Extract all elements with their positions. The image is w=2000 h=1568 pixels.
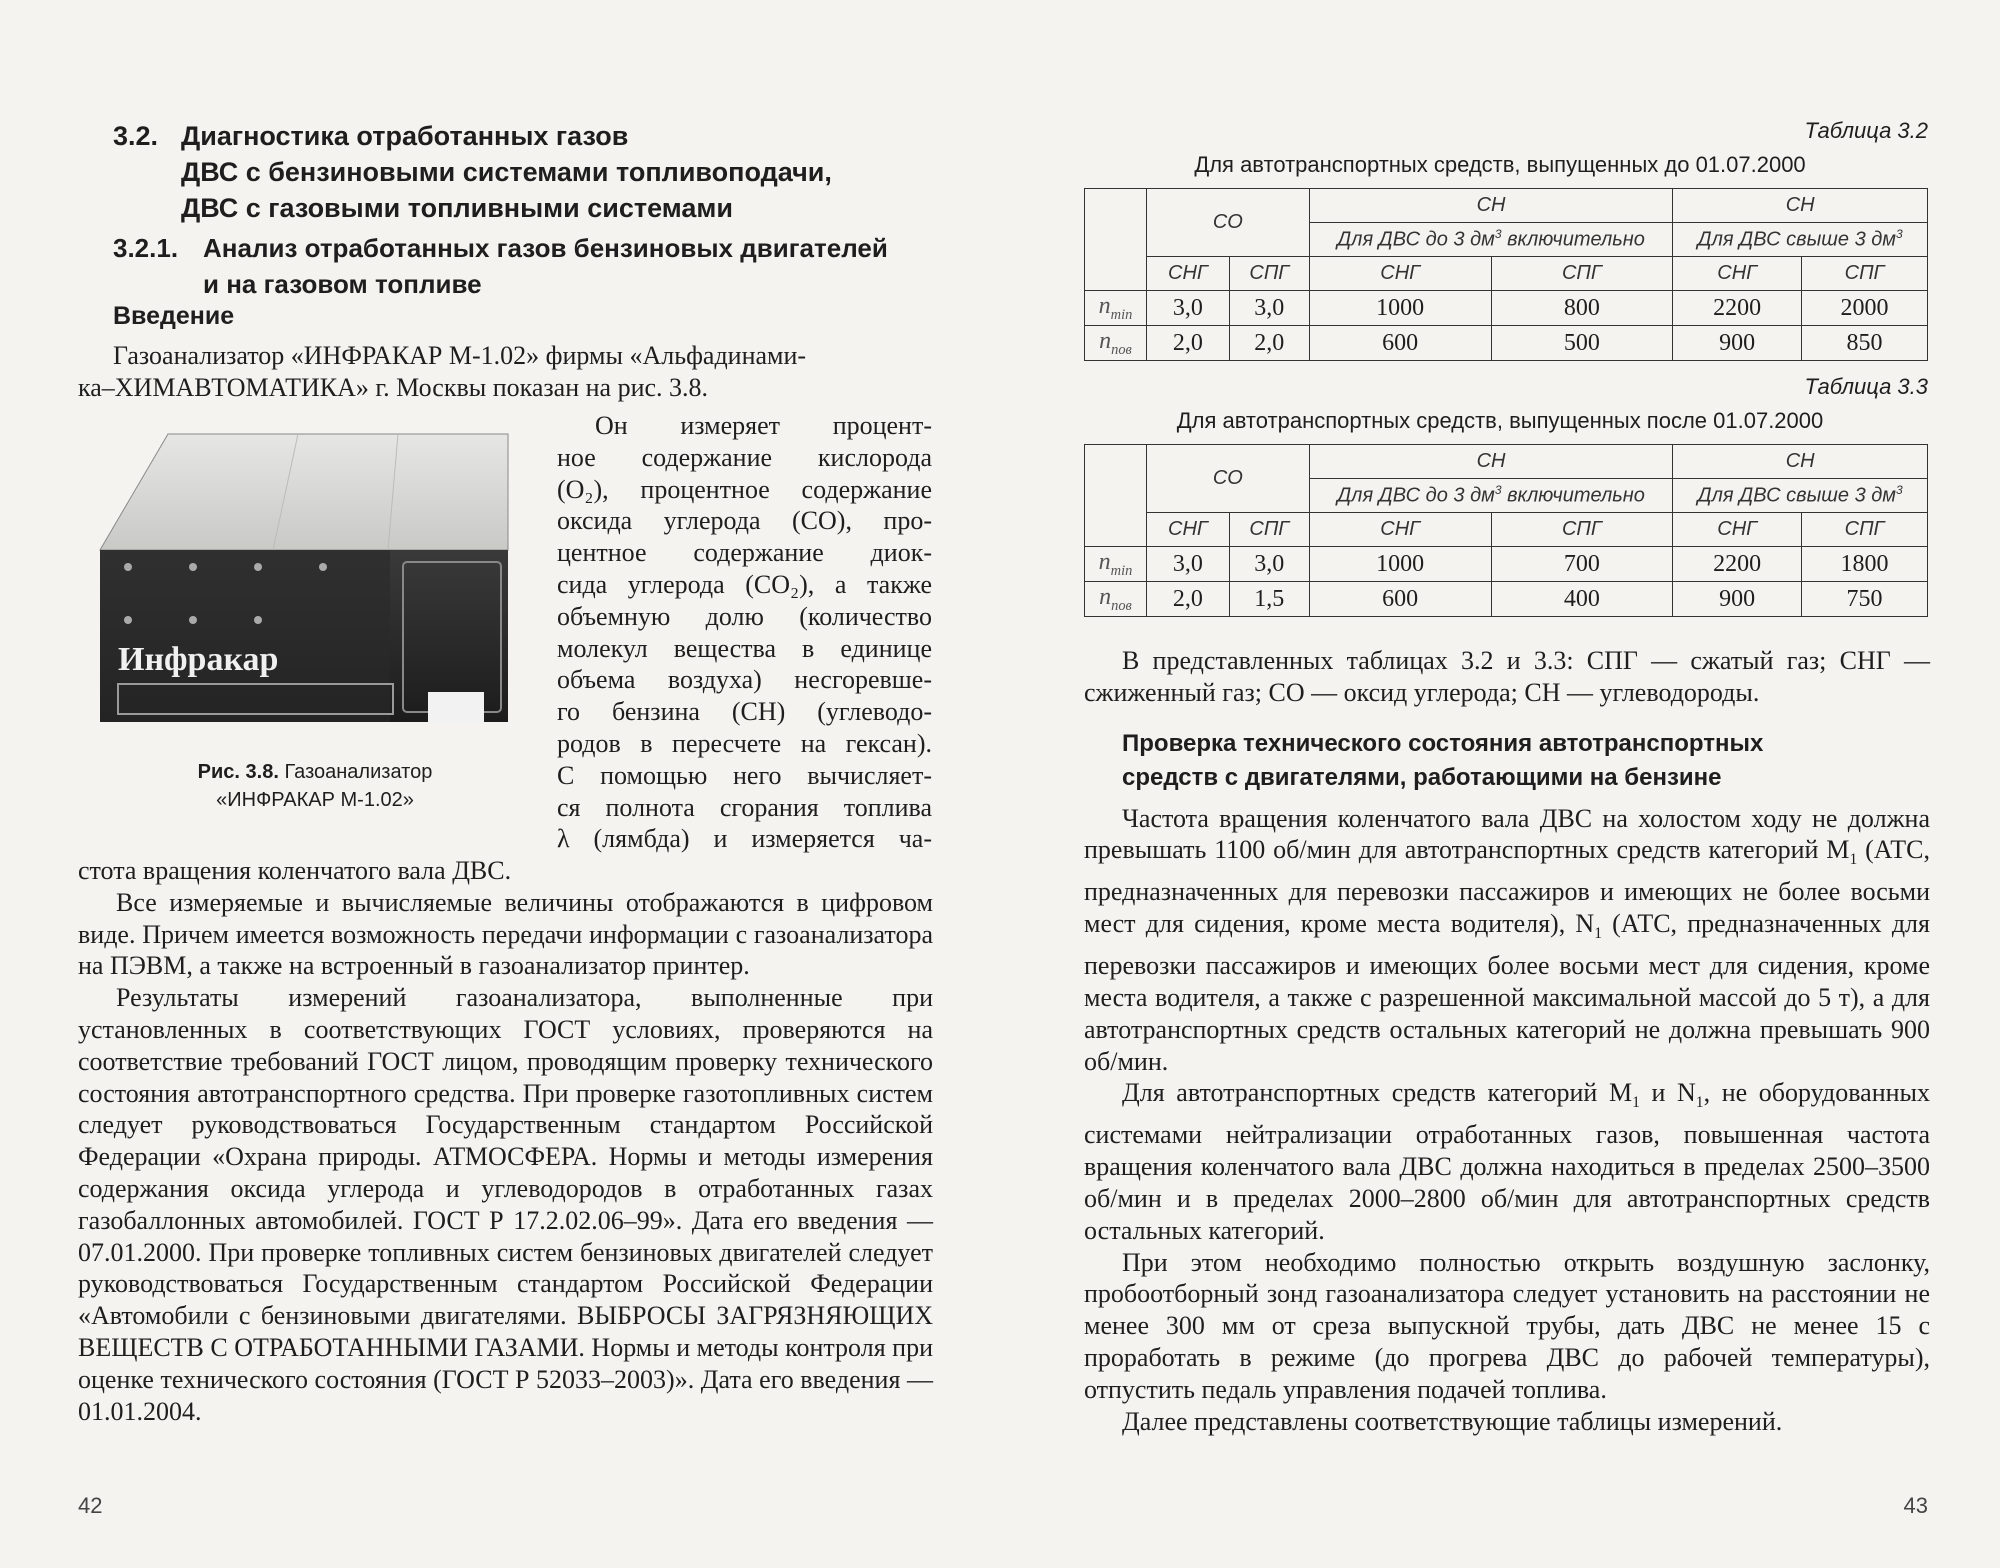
wrap-line: λ (лямбда) и измеряется ча-	[557, 824, 932, 854]
para1-line: Газоанализатор «ИНФРАКАР М-1.02» фирмы «Альфадинами-	[113, 341, 807, 370]
row-label	[1085, 547, 1147, 582]
table-cell: 1000	[1309, 291, 1491, 326]
table-cell: 2,0	[1146, 582, 1229, 617]
text-run: (АТС, предназначенных для перевозки пассажиров и имеющих не более восьми мест для сидения, кроме места водителя), N	[1084, 835, 1930, 939]
left-main-text	[78, 855, 933, 1427]
table-cell: 800	[1491, 291, 1673, 326]
row-label-sub: пов	[1111, 341, 1132, 358]
fuel-cell: СНГ	[1673, 257, 1802, 291]
wrap-line: ное содержание кислорода	[557, 442, 932, 472]
subscript: 1	[1849, 851, 1858, 869]
header-engine-large-text: Для ДВС свыше 3 дм	[1697, 228, 1897, 251]
header-sup: 3	[1494, 227, 1502, 242]
para-gost: Результаты измерений газоанализатора, выполненные при установленных в соответствующих ГОСТ условиях, проверяются на соответствие требований ГОСТ лицом, проводящим проверку технического состояния автотранспортного средства. При проверке газотопливных систем следует руководствоваться Государственным стандартом Российской Федерации «Охрана природы. АТМОСФЕРА. Нормы и методы измерения содержания оксида углерода и углеводородов в отработанных газах газобаллонных автомобилей. ГОСТ Р 17.2.02.06–99». Дата его введения — 07.01.2000. При проверке топливных систем бензиновых двигателей следует руководствоваться Государственным стандартом Российской Федерации «Автомобили с бензиновыми двигателями. ВЫБРОСЫ ЗАГРЯЗНЯЮЩИХ ВЕЩЕСТВ С ОТРАБОТАННЫМИ ГАЗАМИ. Нормы и методы контроля при оценке технического состояния (ГОСТ Р 52033–2003)». Дата его введения — 01.01.2004.	[78, 983, 933, 1426]
wrap-line: ся полнота сгорания топлива	[557, 792, 932, 822]
page-number-right: 43	[1903, 1493, 1928, 1518]
right-page	[1000, 0, 2000, 1568]
table-fuel-row	[1085, 513, 1928, 547]
page-number-left: 42	[78, 1493, 103, 1518]
table-row	[1085, 326, 1928, 361]
wrap-line: сида углерода (CO₂), а также	[557, 569, 932, 599]
wrap-line: оксида углерода (CO), про-	[557, 506, 932, 536]
text-run: и N	[1639, 1078, 1696, 1108]
check-heading-line: средств с двигателями, работающими на бензине	[1122, 763, 1722, 791]
table-header-row	[1085, 445, 1928, 479]
right-main-text	[1084, 645, 1930, 1437]
intro-heading: Введение	[113, 302, 235, 330]
header-engine-small-text: Для ДВС до 3 дм	[1337, 484, 1495, 507]
wrap-line: молекул вещества в единице	[557, 633, 932, 663]
check-heading	[1122, 727, 1930, 795]
wrap-line: С помощью него вычисляет-	[557, 760, 932, 790]
after-wrap-line: стота вращения коленчатого вала ДВС.	[78, 856, 512, 885]
fuel-cell: СНГ	[1309, 513, 1491, 547]
table-cell: 700	[1491, 547, 1673, 582]
figure-caption-label: Рис. 3.8.	[197, 761, 279, 783]
fuel-cell: СНГ	[1309, 257, 1491, 291]
wrap-line: родов в пересчете на гексан).	[557, 728, 932, 758]
header-sup: 3	[1494, 483, 1502, 498]
fuel-cell: СПГ	[1802, 257, 1928, 291]
wrap-line: го бензина (CH) (углеводо-	[557, 697, 932, 727]
fuel-cell: СПГ	[1491, 257, 1673, 291]
wrap-line: Он измеряет процент-	[595, 411, 932, 440]
table-caption: Таблица 3.3	[1804, 374, 1928, 399]
figure-caption-text: Газоанализатор	[284, 761, 433, 783]
header-engine-small-tail: включительно	[1507, 484, 1645, 507]
row-label	[1085, 291, 1147, 326]
fuel-cell: СПГ	[1229, 257, 1309, 291]
table-cell: 2200	[1673, 547, 1802, 582]
para-high-speed	[1084, 1077, 1930, 1246]
subsection-title-line: и на газовом топливе	[203, 269, 482, 299]
table-cell: 400	[1491, 582, 1673, 617]
row-label	[1085, 326, 1147, 361]
header-engine-small	[1309, 479, 1673, 513]
section-title-line: Диагностика отработанных газов	[181, 121, 629, 151]
para-procedure: При этом необходимо полностью открыть воздушную заслонку, пробоотборный зонд газоанализатора следует установить на расстоянии не менее 300 мм от среза выпускной трубы, дать ДВС не менее 15 с проработать в режиме (до прогрева ДВС до рабочей температуры), отпустить педаль управления подачей топлива.	[1084, 1247, 1930, 1404]
header-ch: CH	[1673, 445, 1928, 479]
table-corner-cell	[1085, 445, 1147, 547]
subsection-heading	[113, 230, 943, 302]
table-header-row	[1085, 189, 1928, 223]
header-engine-large-text: Для ДВС свыше 3 дм	[1697, 484, 1897, 507]
emission-table-3-3	[1084, 444, 1928, 617]
fuel-cell: СНГ	[1146, 257, 1229, 291]
table-cell: 2000	[1802, 291, 1928, 326]
wrap-line: объема воздуха) несгоревше-	[557, 665, 932, 695]
para1	[78, 340, 933, 404]
wrap-line: объемную долю (количество	[557, 601, 932, 631]
para-idle-speed	[1084, 803, 1930, 1078]
header-sup: 3	[1896, 227, 1903, 242]
subsection-title-line: Анализ отработанных газов бензиновых двигателей	[203, 233, 888, 263]
table-title: Для автотранспортных средств, выпущенных до 01.07.2000	[1194, 152, 1806, 177]
section-heading	[113, 118, 933, 226]
text-run: Частота вращения коленчатого вала ДВС на холостом ходу не должна превышать 1100 об/мин для автотранспортных средств категорий M	[1084, 803, 1930, 865]
gas-analyzer-image	[98, 430, 510, 732]
row-label	[1085, 582, 1147, 617]
section-title-line: ДВС с бензиновыми системами топливоподачи,	[181, 157, 832, 187]
subsection-number: 3.2.1.	[113, 233, 179, 263]
header-sup: 3	[1896, 483, 1903, 498]
gas-analyzer-figure	[98, 430, 510, 732]
figure-caption-line2: «ИНФРАКАР М-1.02»	[216, 789, 414, 811]
table-cell: 500	[1491, 326, 1673, 361]
table-title: Для автотранспортных средств, выпущенных после 01.07.2000	[1176, 408, 1824, 433]
table-cell: 750	[1802, 582, 1928, 617]
para1-line: ка–ХИМАВТОМАТИКА» г. Москвы показан на рис. 3.8.	[78, 372, 709, 402]
header-engine-large	[1673, 223, 1928, 257]
table-cell: 3,0	[1146, 547, 1229, 582]
fuel-cell: СНГ	[1146, 513, 1229, 547]
fuel-cell: СПГ	[1491, 513, 1673, 547]
table-cell: 600	[1309, 326, 1491, 361]
text-run: Для автотранспортных средств категорий M	[1122, 1078, 1633, 1108]
table-row	[1085, 291, 1928, 326]
row-label-main: n	[1098, 548, 1111, 575]
fuel-cell: СПГ	[1229, 513, 1309, 547]
table-cell: 600	[1309, 582, 1491, 617]
header-ch: CH	[1309, 189, 1673, 223]
header-ch: CH	[1673, 189, 1928, 223]
header-engine-small	[1309, 223, 1673, 257]
device-brand-label: Инфракар	[118, 641, 279, 678]
table-corner-cell	[1085, 189, 1147, 291]
table-caption: Таблица 3.2	[1804, 118, 1928, 143]
row-label-main: n	[1099, 583, 1112, 610]
row-label-main: n	[1098, 292, 1111, 319]
table-fuel-row	[1085, 257, 1928, 291]
fuel-cell: СНГ	[1673, 513, 1802, 547]
table-cell: 1000	[1309, 547, 1491, 582]
wrap-line: (O₂), процентное содержание	[557, 474, 932, 504]
header-engine-small-tail: включительно	[1507, 228, 1645, 251]
row-label-sub: min	[1110, 306, 1133, 323]
text-run: , не оборудованных системами нейтрализации отработанных газов, повышенная частота вращения коленчатого вала ДВС должна находиться в пределах 2500–3500 об/мин и в пределах 2000–2800 об/мин для автотранспортных средств остальных категорий.	[1084, 1078, 1930, 1245]
header-co: CO	[1146, 445, 1309, 513]
figure-caption	[150, 758, 480, 814]
emission-table-3-2	[1084, 188, 1928, 361]
text-run: (АТС, предназначенных для перевозки пассажиров и имеющих более восьми мест для сидения, кроме места водителя, а также с разрешенной максимальной массой до 5 т), а для автотранспортных средств остальных категорий не должна превышать 900 об/мин.	[1084, 909, 1930, 1076]
wrap-text	[557, 410, 932, 855]
subscript: 1	[1632, 1094, 1640, 1112]
para-digital: Все измеряемые и вычисляемые величины отображаются в цифровом виде. Причем имеется возможность передачи информации с газоанализатора на ПЭВМ, а также на встроенный в газоанализатор принтер.	[78, 887, 933, 981]
subscript: 1	[1594, 925, 1602, 943]
table-cell: 2,0	[1146, 326, 1229, 361]
table-row	[1085, 582, 1928, 617]
header-co: CO	[1146, 189, 1309, 257]
section-number: 3.2.	[113, 121, 159, 151]
header-ch: CH	[1309, 445, 1673, 479]
para-tables-intro: Далее представлены соответствующие таблицы измерений.	[1122, 1406, 1783, 1436]
header-engine-small-text: Для ДВС до 3 дм	[1337, 228, 1495, 251]
subscript: 1	[1695, 1094, 1704, 1112]
fuel-cell: СПГ	[1802, 513, 1928, 547]
row-label-main: n	[1099, 327, 1112, 354]
table-note: В представленных таблицах 3.2 и 3.3: СПГ — сжатый газ; СНГ — сжиженный газ; CO — оксид углерода; CH — углеводороды.	[1084, 646, 1930, 707]
table-cell: 900	[1673, 326, 1802, 361]
check-heading-line: Проверка технического состояния автотранспортных	[1122, 729, 1764, 757]
row-label-sub: min	[1110, 562, 1133, 579]
row-label-sub: пов	[1111, 597, 1132, 614]
table-cell: 3,0	[1229, 291, 1309, 326]
table-cell: 1800	[1802, 547, 1928, 582]
table-cell: 1,5	[1229, 582, 1309, 617]
table-cell: 850	[1802, 326, 1928, 361]
section-title-line: ДВС с газовыми топливными системами	[181, 193, 733, 223]
header-engine-large	[1673, 479, 1928, 513]
table-cell: 900	[1673, 582, 1802, 617]
table-cell: 3,0	[1229, 547, 1309, 582]
table-row	[1085, 547, 1928, 582]
table-cell: 2,0	[1229, 326, 1309, 361]
wrap-line: центное содержание диок-	[557, 538, 932, 568]
table-cell: 2200	[1673, 291, 1802, 326]
table-cell: 3,0	[1146, 291, 1229, 326]
